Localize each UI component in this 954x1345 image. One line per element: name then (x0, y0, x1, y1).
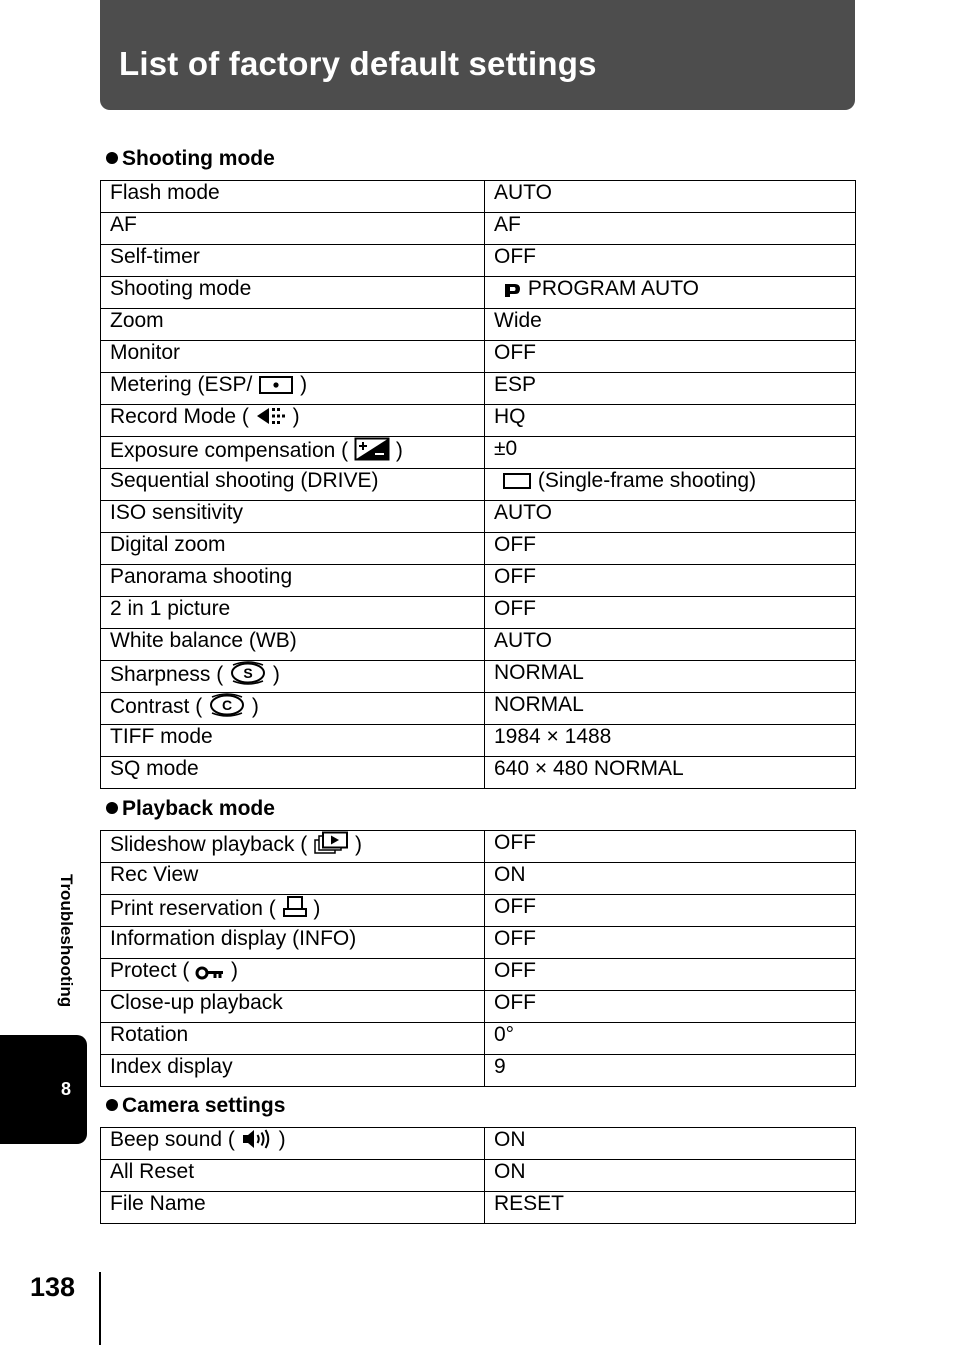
setting-name-cell (101, 565, 485, 597)
chapter-number: 8 (61, 1079, 72, 1099)
setting-name-suffix: ) (395, 439, 403, 462)
setting-name: Beep sound ( (110, 1128, 235, 1151)
table-row (101, 533, 856, 565)
setting-name: Monitor (110, 341, 181, 364)
setting-name: Index display (110, 1055, 233, 1078)
setting-value: 9 (494, 1055, 506, 1078)
setting-value: ±0 (494, 437, 518, 460)
table-row (101, 245, 856, 277)
setting-value: NORMAL (494, 661, 584, 684)
setting-value-cell (485, 469, 856, 501)
setting-value: OFF (494, 565, 536, 588)
setting-name: Sequential shooting (DRIVE) (110, 469, 379, 492)
setting-value: OFF (494, 991, 536, 1014)
protect-key-icon (195, 963, 225, 987)
sharpness-icon (229, 661, 267, 691)
setting-name-cell (101, 757, 485, 789)
setting-name: Shooting mode (110, 277, 252, 300)
setting-name: Rotation (110, 1023, 189, 1046)
setting-name-suffix: ) (278, 1128, 286, 1151)
table-row (101, 309, 856, 341)
program-p-icon (502, 281, 522, 305)
section-heading-text: Shooting mode (122, 147, 275, 170)
setting-name: Sharpness ( (110, 663, 224, 686)
table-row (101, 831, 856, 863)
setting-name: TIFF mode (110, 725, 213, 748)
setting-name-cell (101, 1160, 485, 1192)
section-heading-camera-settings (106, 1093, 285, 1119)
setting-name: Exposure compensation ( (110, 439, 349, 462)
side-label-text: Troubleshooting (57, 874, 76, 1008)
setting-value: ON (494, 863, 526, 886)
table-row (101, 693, 856, 725)
bullet-icon (106, 802, 118, 814)
setting-value: AF (494, 213, 521, 236)
setting-value: OFF (494, 597, 536, 620)
setting-name: Zoom (110, 309, 164, 332)
setting-name: Close-up playback (110, 991, 283, 1014)
setting-name-cell (101, 927, 485, 959)
setting-name-cell (101, 1192, 485, 1224)
setting-name-cell (101, 341, 485, 373)
setting-value: (Single-frame shooting) (537, 469, 757, 492)
setting-value-cell (485, 927, 856, 959)
table-row (101, 863, 856, 895)
table-row (101, 341, 856, 373)
setting-name: White balance (WB) (110, 629, 297, 652)
setting-value-cell (485, 725, 856, 757)
setting-name-cell (101, 597, 485, 629)
setting-name-cell (101, 213, 485, 245)
setting-value-cell (485, 1192, 856, 1224)
table-row (101, 1055, 856, 1087)
table-row (101, 501, 856, 533)
setting-name-cell (101, 1128, 485, 1160)
table-row (101, 213, 856, 245)
title-banner (100, 0, 855, 110)
table-row (101, 565, 856, 597)
table-row (101, 629, 856, 661)
setting-name-cell (101, 373, 485, 405)
setting-name-suffix: ) (300, 373, 308, 396)
setting-value: OFF (494, 341, 536, 364)
setting-name: Protect ( (110, 959, 190, 982)
record-mode-icon (255, 405, 287, 433)
section-heading-text: Playback mode (122, 797, 275, 820)
section-heading-shooting-mode (106, 146, 275, 172)
setting-value: OFF (494, 533, 536, 556)
setting-value: Wide (494, 309, 542, 332)
setting-name-suffix: ) (231, 959, 239, 982)
setting-value: 0° (494, 1023, 515, 1046)
setting-value-cell (485, 831, 856, 863)
setting-name: Print reservation ( (110, 897, 276, 920)
setting-value: AUTO (494, 501, 552, 524)
setting-name-suffix: ) (272, 663, 280, 686)
setting-name-cell (101, 533, 485, 565)
setting-value: 1984 × 1488 (494, 725, 612, 748)
setting-value: PROGRAM AUTO (527, 277, 699, 300)
setting-value-cell (485, 181, 856, 213)
contrast-icon (208, 693, 246, 723)
setting-value-cell (485, 341, 856, 373)
setting-name-cell (101, 895, 485, 927)
table-row (101, 181, 856, 213)
setting-name-cell (101, 1055, 485, 1087)
setting-value-cell (485, 757, 856, 789)
table-row (101, 661, 856, 693)
table-row (101, 597, 856, 629)
table-row (101, 959, 856, 991)
setting-value-cell (485, 565, 856, 597)
table-row (101, 437, 856, 469)
setting-value-cell (485, 1160, 856, 1192)
settings-table-shooting-mode (100, 180, 856, 789)
table-row (101, 991, 856, 1023)
setting-name-cell (101, 181, 485, 213)
setting-value-cell (485, 501, 856, 533)
table-row (101, 1160, 856, 1192)
table-row (101, 895, 856, 927)
svg-text:S: S (243, 665, 253, 681)
table-row (101, 725, 856, 757)
table-row (101, 927, 856, 959)
page-title: List of factory default settings (119, 45, 597, 82)
beep-sound-icon (241, 1128, 273, 1156)
setting-name-suffix: ) (354, 833, 362, 856)
setting-name: AF (110, 213, 137, 236)
setting-value-cell (485, 277, 856, 309)
bullet-icon (106, 1099, 118, 1111)
setting-value-cell (485, 437, 856, 469)
setting-value-cell (485, 213, 856, 245)
setting-value: ESP (494, 373, 537, 396)
setting-name-cell (101, 629, 485, 661)
setting-name-suffix: ) (292, 405, 300, 428)
single-frame-icon (502, 471, 532, 497)
setting-name: All Reset (110, 1160, 195, 1183)
setting-name: ISO sensitivity (110, 501, 244, 524)
setting-name: Record Mode ( (110, 405, 249, 428)
bullet-icon (106, 152, 118, 164)
svg-text:C: C (221, 697, 233, 713)
setting-name-cell (101, 693, 485, 725)
setting-value: NORMAL (494, 693, 584, 716)
settings-table-playback-mode (100, 830, 856, 1087)
setting-value: OFF (494, 831, 536, 854)
table-row (101, 373, 856, 405)
setting-name-cell (101, 309, 485, 341)
setting-value-cell (485, 1023, 856, 1055)
setting-value: OFF (494, 895, 536, 918)
setting-value-cell (485, 1128, 856, 1160)
table-row (101, 1128, 856, 1160)
setting-name-cell (101, 277, 485, 309)
print-reservation-icon (282, 895, 308, 925)
setting-name: Self-timer (110, 245, 200, 268)
setting-name: File Name (110, 1192, 206, 1215)
setting-name-cell (101, 661, 485, 693)
slideshow-icon (313, 831, 349, 861)
spot-metering-icon (258, 375, 294, 401)
setting-value: ON (494, 1128, 526, 1151)
setting-value: 640 × 480 NORMAL (494, 757, 684, 780)
setting-value-cell (485, 991, 856, 1023)
page-number-divider (99, 1272, 101, 1345)
settings-table-camera-settings (100, 1127, 856, 1224)
setting-value: OFF (494, 245, 536, 268)
setting-name: 2 in 1 picture (110, 597, 231, 620)
setting-name-cell (101, 1023, 485, 1055)
setting-name-cell (101, 725, 485, 757)
setting-value-cell (485, 693, 856, 725)
setting-value: ON (494, 1160, 526, 1183)
exposure-compensation-icon (354, 437, 390, 467)
setting-value: AUTO (494, 629, 552, 652)
setting-name-cell (101, 959, 485, 991)
setting-value-cell (485, 533, 856, 565)
setting-value-cell (485, 309, 856, 341)
setting-name: Metering (ESP/ (110, 373, 253, 396)
setting-name: Contrast ( (110, 695, 203, 718)
setting-value-cell (485, 661, 856, 693)
table-row (101, 405, 856, 437)
setting-name-suffix: ) (313, 897, 321, 920)
setting-value-cell (485, 405, 856, 437)
setting-value-cell (485, 895, 856, 927)
setting-name-cell (101, 831, 485, 863)
setting-name-suffix: ) (251, 695, 259, 718)
setting-value: OFF (494, 959, 536, 982)
setting-name: SQ mode (110, 757, 199, 780)
setting-value-cell (485, 597, 856, 629)
setting-value-cell (485, 1055, 856, 1087)
setting-name: Rec View (110, 863, 199, 886)
setting-value-cell (485, 629, 856, 661)
setting-value-cell (485, 373, 856, 405)
section-heading-text: Camera settings (122, 1094, 286, 1117)
setting-name: Panorama shooting (110, 565, 293, 588)
setting-name-cell (101, 245, 485, 277)
side-label (47, 874, 87, 1026)
section-heading-playback-mode (106, 796, 275, 822)
setting-name-cell (101, 437, 485, 469)
setting-value-cell (485, 863, 856, 895)
setting-name: Slideshow playback ( (110, 833, 308, 856)
setting-name-cell (101, 501, 485, 533)
setting-value-cell (485, 959, 856, 991)
setting-name-cell (101, 405, 485, 437)
setting-name: Flash mode (110, 181, 220, 204)
setting-name: Information display (INFO) (110, 927, 357, 950)
chapter-tab (0, 1035, 87, 1144)
table-row (101, 1023, 856, 1055)
setting-value: OFF (494, 927, 536, 950)
setting-name-cell (101, 469, 485, 501)
setting-name-cell (101, 863, 485, 895)
setting-name: Digital zoom (110, 533, 226, 556)
table-row (101, 1192, 856, 1224)
table-row (101, 757, 856, 789)
setting-name-cell (101, 991, 485, 1023)
table-row (101, 277, 856, 309)
table-row (101, 469, 856, 501)
setting-value: HQ (494, 405, 526, 428)
setting-value: RESET (494, 1192, 565, 1215)
page-number: 138 (30, 1272, 76, 1302)
setting-value-cell (485, 245, 856, 277)
setting-value: AUTO (494, 181, 552, 204)
